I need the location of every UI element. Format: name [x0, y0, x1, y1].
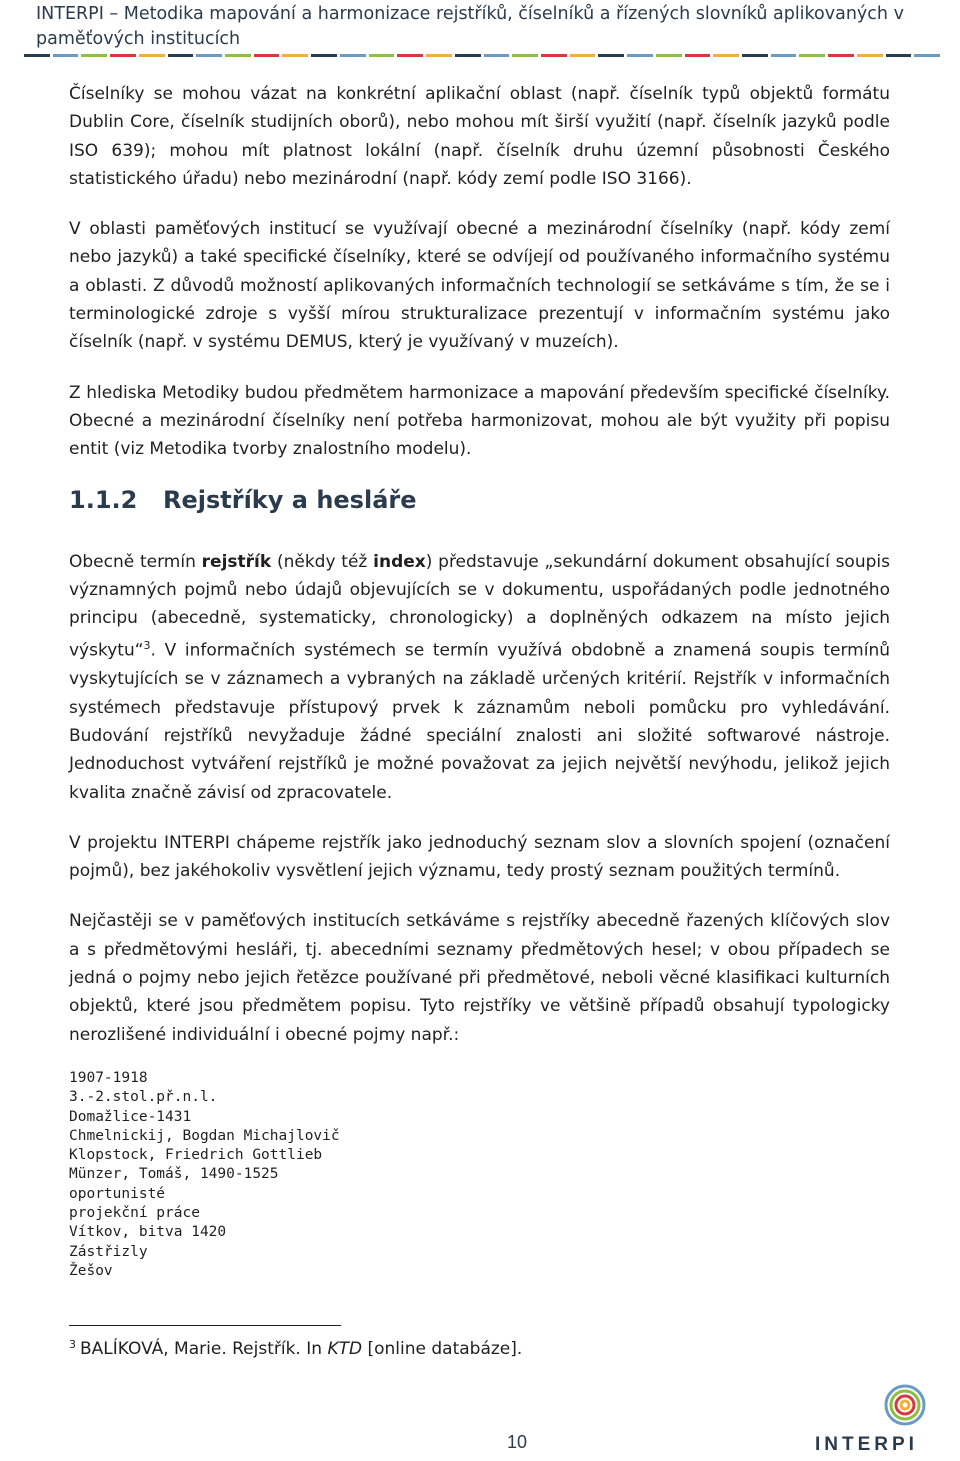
header-rule-segment [53, 54, 79, 57]
header-rule-segment [771, 54, 797, 57]
header-rule-segment [282, 54, 308, 57]
header-rule-segment [24, 54, 50, 57]
header-rule-segment [713, 54, 739, 57]
footnote-text-end: [online databáze]. [362, 1339, 523, 1359]
list-item: Zástřizly [69, 1243, 148, 1260]
list-item: Münzer, Tomáš, 1490-1525 [69, 1166, 279, 1183]
list-item: projekční práce [69, 1205, 200, 1222]
header-rule-segment [168, 54, 194, 57]
header-rule-segment [799, 54, 825, 57]
header-rule-segment [311, 54, 337, 57]
footnote-divider [69, 1325, 341, 1326]
header-rule-segment [139, 54, 165, 57]
list-item: Klopstock, Friedrich Gottlieb [69, 1147, 323, 1164]
header-rule-segment [828, 54, 854, 57]
header-rule-segment [857, 54, 883, 57]
header-rule-segment [81, 54, 107, 57]
header-rule-segment [598, 54, 624, 57]
footnote [69, 1333, 522, 1361]
page-header: INTERPI – Metodika mapování a harmonizace rejstříků, číselníků a řízených slovníků aplikovaných v paměťových institucích [36, 4, 904, 49]
header-rule-segment [570, 54, 596, 57]
footnote-ref[interactable]: 3 [143, 639, 151, 653]
example-terms-list [69, 1069, 890, 1281]
header-rule-segment [484, 54, 510, 57]
text-run: . V informačních systémech se termín využívá obdobně a znamená soupis termínů vyskytujících se v záznamech a vybraných na základě určených kritérií. Rejstřík v informačních systémech představuje přístupový prvek k záznamům neboli pomůcku pro vyhledávání. Budování rejstříků nevyžaduje žádné speciální znalosti ani složité softwarové nástroje. Jednoduchost vytváření rejstříků je možné považovat za jejich největší nevýhodu, jelikož jejich kvalita značně závisí od zpracovatele. [69, 641, 890, 803]
paragraph: Číselníky se mohou vázat na konkrétní aplikační oblast (např. číselník typů objektů formátu Dublin Core, číselník studijních oborů), nebo mohou mít širší využití (např. číselník jazyků podle ISO 639); mohou mít platnost lokální (např. číselník druhu územní působnosti Českého statistického úřadu) nebo mezinárodní (např. kódy zemí podle ISO 3166). [69, 84, 890, 189]
paragraph: V projektu INTERPI chápeme rejstřík jako jednoduchý seznam slov a slovních spojení (označení pojmů), bez jakéhokoliv vysvětlení jejich významu, tedy prostý seznam použitých termínů. [69, 832, 890, 882]
paragraph [69, 548, 890, 807]
footnote-source: KTD [327, 1339, 363, 1359]
list-item: Žešov [69, 1262, 113, 1279]
term-rejstrik: rejstřík [201, 551, 272, 572]
header-rule-segment [254, 54, 280, 57]
main-content [69, 80, 890, 1281]
list-item: 3.-2.stol.př.n.l. [69, 1089, 218, 1106]
header-rule-segment [397, 54, 423, 57]
paragraph: Nejčastěji se v paměťových institucích setkáváme s rejstříky abecedně řazených klíčových slov a s předmětovými hesláři, tj. abecedními seznamy předmětových hesel; v obou případech se jedná o pojmy nebo jejich řetězce používané při předmětové, neboli věcné klasifikaci kulturních objektů, které jsou předmětem popisu. Tyto rejstříky ve většině případů obsahují typologicky nerozlišené individuální i obecné pojmy např.: [69, 911, 890, 1045]
header-rule-segment [627, 54, 653, 57]
list-item: Vítkov, bitva 1420 [69, 1224, 227, 1241]
header-rule-segment [196, 54, 222, 57]
header-rule-segment [742, 54, 768, 57]
header-rule-segment [685, 54, 711, 57]
header-rule-segment [512, 54, 538, 57]
header-rule-segment [369, 54, 395, 57]
header-rule-segment [914, 54, 940, 57]
section-title: Rejstříky a hesláře [163, 485, 417, 514]
page-number: 10 [506, 1432, 528, 1452]
term-index: index [373, 551, 426, 572]
header-rule-segment [541, 54, 567, 57]
text-run: Obecně termín [69, 551, 202, 572]
header-rule-segment [426, 54, 452, 57]
text-run: (někdy též [271, 551, 374, 572]
list-item: 1907-1918 [69, 1069, 148, 1086]
section-number: 1.1.2 [69, 485, 138, 514]
logo-wordmark: INTERPI [815, 1434, 918, 1455]
header-divider [24, 54, 940, 58]
text-run: ) představuje „sekundární dokument obsahující soupis významných pojmů nebo údajů objevujících se v dokumentu, uspořádaných podle jednotného principu (abecedně, systematicky, chronologicky) a doplněných odkazem na místo jejich výskytu“ [69, 551, 890, 662]
footnote-text: BALÍKOVÁ, Marie. Rejstřík. In [80, 1339, 328, 1359]
paragraph: V oblasti paměťových institucí se využívají obecné a mezinárodní číselníky (např. kódy zemí nebo jazyků) a také specifické číselníky, které se odvíjejí od používaného informačního systému a oblasti. Z důvodů možností aplikovaných informačních technologií se setkáváme s tím, že se i terminologické zdroje s vyšší mírou strukturalizace prezentují v informačním systému jako číselník (např. v systému DEMUS, který je využívaný v muzeích). [69, 219, 890, 353]
header-rule-segment [886, 54, 912, 57]
header-rule-segment [340, 54, 366, 57]
header-rule-segment [110, 54, 136, 57]
header-rule-segment [455, 54, 481, 57]
footnote-number: 3 [69, 1338, 76, 1351]
list-item: Domažlice-1431 [69, 1108, 192, 1125]
paragraph: Z hlediska Metodiky budou předmětem harmonizace a mapování především specifické číselníky. Obecné a mezinárodní číselníky není potřeba harmonizovat, mohou ale být využity při popisu entit (viz Metodika tvorby znalostního modelu). [69, 382, 890, 460]
header-rule-segment [225, 54, 251, 57]
header-rule-segment [656, 54, 682, 57]
list-item: Chmelnickij, Bogdan Michajlovič [69, 1127, 340, 1144]
section-heading [69, 486, 890, 514]
list-item: oportunisté [69, 1185, 166, 1202]
